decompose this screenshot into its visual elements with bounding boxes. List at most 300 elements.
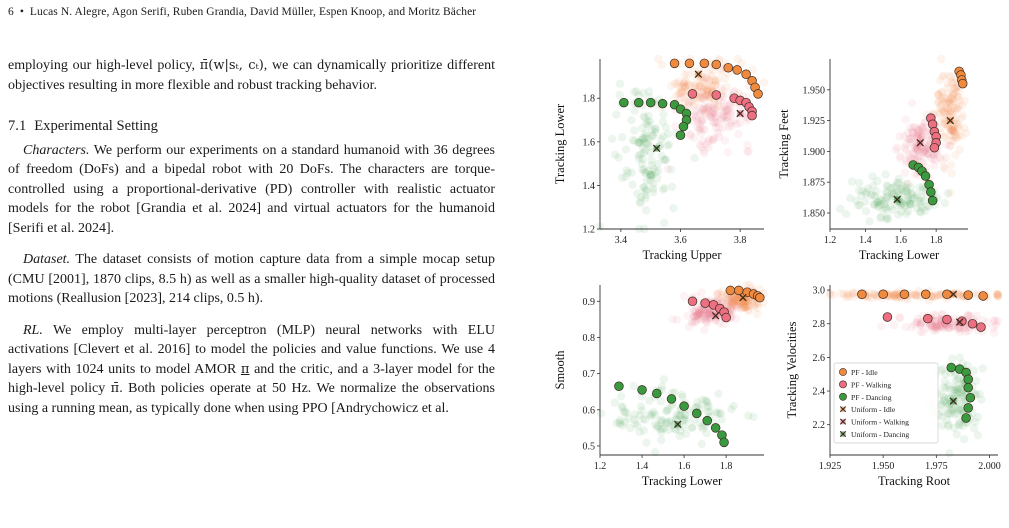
- characters-paragraph: [8, 141, 495, 239]
- sample-point: [901, 115, 909, 123]
- legend-label: PF - Walking: [851, 380, 892, 390]
- sample-point: [732, 315, 740, 323]
- sample-point: [882, 205, 890, 213]
- sample-point: [867, 191, 875, 199]
- x-tick-label: 1.925: [818, 461, 842, 472]
- sample-point: [948, 354, 956, 362]
- pareto-point: [652, 389, 661, 398]
- sample-point: [709, 109, 717, 117]
- sample-point: [896, 154, 904, 162]
- uniform-marker: [950, 291, 957, 298]
- sample-point: [953, 409, 961, 417]
- pareto-point: [928, 196, 937, 205]
- sample-point: [908, 99, 916, 107]
- y-tick-label: 0.5: [582, 441, 595, 453]
- sample-point: [901, 169, 909, 177]
- sample-point: [744, 412, 752, 420]
- section-number: 7.1: [8, 118, 27, 134]
- y-tick-label: 1.4: [582, 180, 595, 192]
- y-axis-label: Tracking Feet: [777, 109, 791, 179]
- legend-label: Uniform - Walking: [851, 417, 909, 427]
- uniform-marker: [947, 117, 954, 124]
- x-tick-label: 1.2: [593, 461, 607, 472]
- sample-point: [662, 407, 670, 415]
- pareto-point: [679, 122, 688, 131]
- series-uniform-walking: [712, 312, 719, 319]
- y-tick-label: 1.950: [802, 85, 825, 97]
- sample-point: [678, 393, 686, 401]
- pareto-point: [734, 286, 743, 295]
- sample-point: [667, 165, 675, 173]
- pareto-point: [962, 414, 971, 423]
- sample-point: [938, 365, 946, 373]
- pareto-point: [943, 315, 952, 324]
- x-tick-label: 1.2: [823, 235, 837, 246]
- uniform-marker: [712, 312, 719, 319]
- sample-point: [668, 315, 676, 323]
- sample-point: [840, 290, 848, 298]
- pareto-point: [712, 91, 721, 100]
- sample-point: [642, 206, 650, 214]
- pareto-point: [676, 131, 685, 140]
- sample-point: [642, 438, 650, 446]
- sample-point: [646, 170, 654, 178]
- sample-point: [905, 135, 913, 143]
- pareto-point: [968, 319, 977, 328]
- series-uniform-idle: [950, 291, 957, 298]
- chart-panel-2: [777, 55, 970, 262]
- sample-point: [917, 208, 925, 216]
- section-title: Experimental Setting: [34, 118, 158, 134]
- pareto-point: [733, 65, 742, 74]
- sample-point: [921, 147, 929, 155]
- pareto-point: [879, 290, 888, 299]
- legend-marker: [839, 381, 846, 388]
- section-heading: [8, 117, 495, 137]
- rl-paragraph: [8, 321, 495, 419]
- sample-point: [712, 408, 720, 416]
- running-header: [8, 6, 476, 18]
- sample-point: [660, 219, 668, 227]
- x-tick-label: 1.6: [894, 235, 908, 246]
- x-axis-label: Tracking Lower: [858, 248, 940, 262]
- series-uniform-dancing: [653, 145, 660, 152]
- y-axis-label: Smooth: [553, 350, 567, 390]
- uniform-marker: [737, 110, 744, 117]
- sample-point: [848, 177, 856, 185]
- y-tick-label: 0.8: [582, 332, 595, 344]
- y-tick-label: 3.0: [812, 285, 825, 297]
- uniform-marker: [894, 196, 901, 203]
- sample-point: [642, 120, 650, 128]
- sample-point: [657, 436, 665, 444]
- legend-marker: [839, 368, 846, 375]
- sample-point: [676, 94, 684, 102]
- series-uniform-walking: [737, 110, 744, 117]
- sample-point: [630, 382, 638, 390]
- pareto-point: [964, 403, 973, 412]
- sample-point: [654, 167, 662, 175]
- sample-cloud-group: [596, 55, 768, 233]
- sample-point: [950, 424, 958, 432]
- x-tick-label: 1.8: [929, 235, 943, 246]
- sample-point: [907, 183, 915, 191]
- sample-point: [616, 416, 624, 424]
- pareto-point: [883, 313, 892, 322]
- sample-point: [942, 384, 950, 392]
- sample-point: [692, 114, 700, 122]
- uniform-marker: [917, 139, 924, 146]
- pareto-figure: [548, 45, 1009, 523]
- sample-point: [861, 198, 869, 206]
- y-tick-label: 2.4: [812, 386, 825, 398]
- x-tick-label: 1.4: [859, 235, 872, 246]
- scatter-plot-grid: [548, 45, 1009, 523]
- sample-point: [910, 291, 918, 299]
- sample-point: [693, 311, 701, 319]
- sample-point: [978, 364, 986, 372]
- series-uniform-idle: [740, 294, 747, 301]
- pareto-point: [923, 314, 932, 323]
- uniform-marker: [740, 294, 747, 301]
- y-tick-label: 2.2: [812, 420, 825, 432]
- pareto-point: [615, 382, 624, 391]
- sample-point: [665, 140, 673, 148]
- legend-label: Uniform - Dancing: [851, 430, 910, 439]
- y-axis-label: Tracking Lower: [553, 103, 567, 185]
- sample-point: [688, 423, 696, 431]
- pareto-point: [619, 98, 628, 107]
- pareto-point: [670, 59, 679, 68]
- pareto-point: [755, 293, 764, 302]
- sample-point: [836, 205, 844, 213]
- pareto-point: [722, 313, 731, 322]
- rl-heading: RL.: [23, 322, 43, 338]
- sample-point: [700, 146, 708, 154]
- sample-point: [917, 197, 925, 205]
- y-tick-label: 1.900: [802, 146, 825, 158]
- pareto-point: [977, 323, 986, 332]
- sample-point: [877, 322, 885, 330]
- sample-point: [993, 290, 1001, 298]
- sample-point: [611, 399, 619, 407]
- sample-point: [944, 189, 952, 197]
- sample-point: [705, 402, 713, 410]
- pareto-point: [638, 385, 647, 394]
- series-uniform-dancing: [894, 196, 901, 203]
- sample-point: [700, 326, 708, 334]
- sample-point: [915, 183, 923, 191]
- sample-cloud-group: [836, 55, 970, 226]
- pareto-point: [921, 290, 930, 299]
- sample-point: [608, 135, 616, 143]
- y-tick-label: 1.875: [802, 177, 825, 189]
- chart-panel-1: [553, 55, 768, 262]
- sample-point: [849, 289, 857, 297]
- x-tick-label: 3.8: [733, 235, 747, 246]
- uniform-marker: [950, 398, 957, 405]
- pareto-point: [712, 60, 721, 69]
- sample-point: [721, 136, 729, 144]
- pareto-point: [680, 402, 689, 411]
- pi-bar-symbol: π̄: [110, 381, 120, 396]
- pareto-point: [754, 89, 763, 98]
- x-axis-label: Tracking Upper: [642, 248, 722, 262]
- uniform-marker: [653, 145, 660, 152]
- sample-point: [658, 382, 666, 390]
- pareto-point: [688, 89, 697, 98]
- sample-point: [664, 130, 672, 138]
- sample-point: [620, 408, 628, 416]
- x-tick-label: 1.975: [925, 461, 948, 472]
- x-axis-label: Tracking Lower: [641, 474, 723, 488]
- pareto-point: [700, 59, 709, 68]
- sample-point: [647, 156, 655, 164]
- sample-point: [658, 416, 666, 424]
- sample-point: [723, 107, 731, 115]
- legend-marker: [839, 393, 846, 400]
- pareto-point: [958, 79, 967, 88]
- sample-point: [616, 79, 624, 87]
- sample-point: [937, 55, 945, 63]
- pareto-point: [720, 438, 729, 447]
- rl-text-3: . Both policies operate at 50 Hz. We normalize the observations using a running mean, as typically done when using PPO [Andrychowicz et al.: [8, 381, 495, 416]
- intro-text-start: employing our high-level policy,: [8, 58, 200, 73]
- amor-pi-symbol: π: [240, 361, 250, 377]
- pareto-point: [726, 286, 735, 295]
- pareto-point: [724, 63, 733, 72]
- pareto-point: [634, 98, 643, 107]
- rl-text-1: We employ multi-layer perceptron (MLP) neural networks with ELU activations [Clevert et al. 2016] to model the policies and value functions. We use 4 layers with 1024 units to model AMOR: [8, 322, 495, 377]
- sample-point: [649, 188, 657, 196]
- series-uniform-walking: [917, 139, 924, 146]
- sample-point: [646, 148, 654, 156]
- pareto-point: [667, 395, 676, 404]
- sample-point: [691, 154, 699, 162]
- sample-point: [662, 155, 670, 163]
- series-uniform-idle: [947, 117, 954, 124]
- series-uniform-idle: [695, 71, 702, 78]
- sample-point: [949, 99, 957, 107]
- pareto-point: [688, 297, 697, 306]
- sample-point: [714, 389, 722, 397]
- sample-point: [621, 173, 629, 181]
- x-tick-label: 1.6: [677, 461, 691, 472]
- uniform-marker: [695, 71, 702, 78]
- pareto-point: [703, 416, 712, 425]
- sample-point: [654, 55, 662, 63]
- x-tick-label: 1.4: [635, 461, 649, 472]
- x-tick-label: 3.6: [674, 235, 687, 246]
- sample-point: [884, 182, 892, 190]
- body-text-column: [8, 56, 495, 418]
- sample-point: [651, 124, 659, 132]
- sample-point: [702, 316, 710, 324]
- sample-point: [973, 311, 981, 319]
- sample-point: [937, 96, 945, 104]
- sample-point: [945, 141, 953, 149]
- sample-point: [941, 377, 949, 385]
- sample-point: [730, 402, 738, 410]
- sample-point: [936, 76, 944, 84]
- characters-text: We perform our experiments on a standard humanoid with 36 degrees of freedom (DoFs) and a bipedal robot with 20 DoFs. The characters are torque-controlled using a proportional-derivative (PD) controller with realistic actuator models for the robot [Grandia et al. 2024] and virtual actuators for the humanoid [Serifi et al. 2024].: [8, 142, 495, 236]
- sample-point: [855, 179, 863, 187]
- sample-point: [657, 397, 665, 405]
- chart-legend: [834, 363, 938, 443]
- sample-point: [941, 199, 949, 207]
- pareto-point: [748, 111, 757, 120]
- sample-point: [645, 397, 653, 405]
- pareto-point: [926, 188, 935, 197]
- x-tick-label: 1.8: [719, 461, 733, 472]
- chart-panel-4: [785, 285, 1002, 488]
- uniform-marker: [674, 421, 681, 428]
- sample-point: [612, 110, 620, 118]
- dataset-paragraph: [8, 250, 495, 309]
- sample-point: [690, 133, 698, 141]
- pareto-point: [701, 299, 710, 308]
- sample-point: [894, 211, 902, 219]
- pareto-point: [658, 99, 667, 108]
- series-uniform-dancing: [950, 398, 957, 405]
- rl-text-2: and the critic, and a 3-layer model for the high-level policy: [8, 361, 495, 396]
- sample-point: [941, 165, 949, 173]
- sample-point: [896, 314, 904, 322]
- legend-label: PF - Idle: [851, 368, 878, 377]
- sample-point: [631, 106, 639, 114]
- y-tick-label: 0.7: [582, 369, 595, 381]
- sample-point: [659, 118, 667, 126]
- series-uniform-dancing: [674, 421, 681, 428]
- x-tick-label: 2.000: [978, 461, 1001, 472]
- sample-point: [960, 435, 968, 443]
- sample-cloud-group: [597, 281, 768, 457]
- y-tick-label: 0.9: [582, 296, 595, 308]
- sample-point: [637, 136, 645, 144]
- sample-point: [628, 180, 636, 188]
- sample-point: [745, 147, 753, 155]
- sample-point: [956, 328, 964, 336]
- pareto-point: [711, 423, 720, 432]
- dataset-text: The dataset consists of motion capture data from a simple mocap setup (CMU [2001], 1870 clips, 8.5 h) as well as a smaller high-quality dataset of processed motions (Reallusion [2023], 214 clips, 0.5 h).: [8, 252, 495, 306]
- sample-point: [681, 71, 689, 79]
- sample-point: [627, 116, 635, 124]
- sample-point: [697, 84, 705, 92]
- sample-point: [724, 148, 732, 156]
- y-tick-label: 1.2: [582, 224, 595, 236]
- sample-point: [695, 126, 703, 134]
- sample-point: [970, 424, 978, 432]
- x-axis-label: Tracking Root: [877, 474, 951, 488]
- pareto-point: [646, 98, 655, 107]
- sample-point: [721, 74, 729, 82]
- sample-point: [917, 320, 925, 328]
- sample-point: [873, 177, 881, 185]
- sample-point: [682, 430, 690, 438]
- sample-point: [702, 74, 710, 82]
- sample-point: [962, 129, 970, 137]
- pareto-point: [857, 290, 866, 299]
- pareto-point: [964, 375, 973, 384]
- sample-point: [977, 395, 985, 403]
- sample-point: [659, 186, 667, 194]
- sample-point: [951, 383, 959, 391]
- sample-point: [865, 217, 873, 225]
- sample-point: [640, 183, 648, 191]
- sample-point: [870, 200, 878, 208]
- sample-point: [615, 91, 623, 99]
- sample-point: [635, 154, 643, 162]
- y-tick-label: 1.925: [802, 116, 825, 128]
- pareto-point: [964, 383, 973, 392]
- pareto-point: [900, 290, 909, 299]
- dataset-heading: Dataset.: [23, 252, 71, 267]
- pareto-point: [979, 292, 988, 301]
- sample-point: [935, 292, 943, 300]
- sample-point: [915, 130, 923, 138]
- sample-point: [895, 174, 903, 182]
- sample-point: [698, 440, 706, 448]
- pareto-point: [692, 409, 701, 418]
- sample-point: [938, 413, 946, 421]
- sample-point: [641, 191, 649, 199]
- sample-point: [893, 143, 901, 151]
- sample-point: [734, 130, 742, 138]
- author-list: Lucas N. Alegre, Agon Serifi, Ruben Grandia, David Müller, Espen Knoop, and Moritz Bächer: [29, 6, 477, 18]
- sample-point: [846, 194, 854, 202]
- pareto-point: [921, 172, 930, 181]
- pareto-point: [947, 363, 956, 372]
- pareto-point: [685, 59, 694, 68]
- sample-point: [680, 79, 688, 87]
- uniform-marker: [956, 319, 963, 326]
- sample-point: [670, 79, 678, 87]
- y-tick-label: 1.8: [582, 93, 595, 105]
- sample-point: [890, 321, 898, 329]
- sample-point: [712, 124, 720, 132]
- sample-point: [611, 151, 619, 159]
- y-tick-label: 2.8: [812, 319, 825, 331]
- chart-panel-3: [553, 281, 768, 488]
- sample-point: [876, 214, 884, 222]
- y-tick-label: 0.6: [582, 405, 595, 417]
- sample-point: [956, 146, 964, 154]
- sample-point: [617, 392, 625, 400]
- pareto-point: [930, 143, 939, 152]
- sample-point: [669, 204, 677, 212]
- sample-point: [659, 110, 667, 118]
- sample-point: [631, 410, 639, 418]
- sample-point: [626, 424, 634, 432]
- intro-text-end: , we can dynamically prioritize different objectives resulting in more flexible and robust tracking behavior.: [8, 58, 496, 93]
- sample-point: [881, 170, 889, 178]
- sample-point: [630, 126, 638, 134]
- sample-point: [622, 145, 630, 153]
- header-bullet: •: [19, 6, 24, 18]
- series-uniform-walking: [956, 319, 963, 326]
- page-number: 6: [8, 6, 14, 18]
- sample-point: [745, 307, 753, 315]
- sample-point: [945, 449, 953, 457]
- pareto-point: [964, 291, 973, 300]
- characters-heading: Characters.: [23, 142, 90, 158]
- x-tick-label: 1.950: [871, 461, 895, 472]
- pareto-point: [966, 393, 975, 402]
- sample-point: [897, 185, 905, 193]
- y-axis-label: Tracking Velocities: [785, 321, 799, 419]
- sample-point: [919, 328, 927, 336]
- sample-point: [597, 409, 605, 417]
